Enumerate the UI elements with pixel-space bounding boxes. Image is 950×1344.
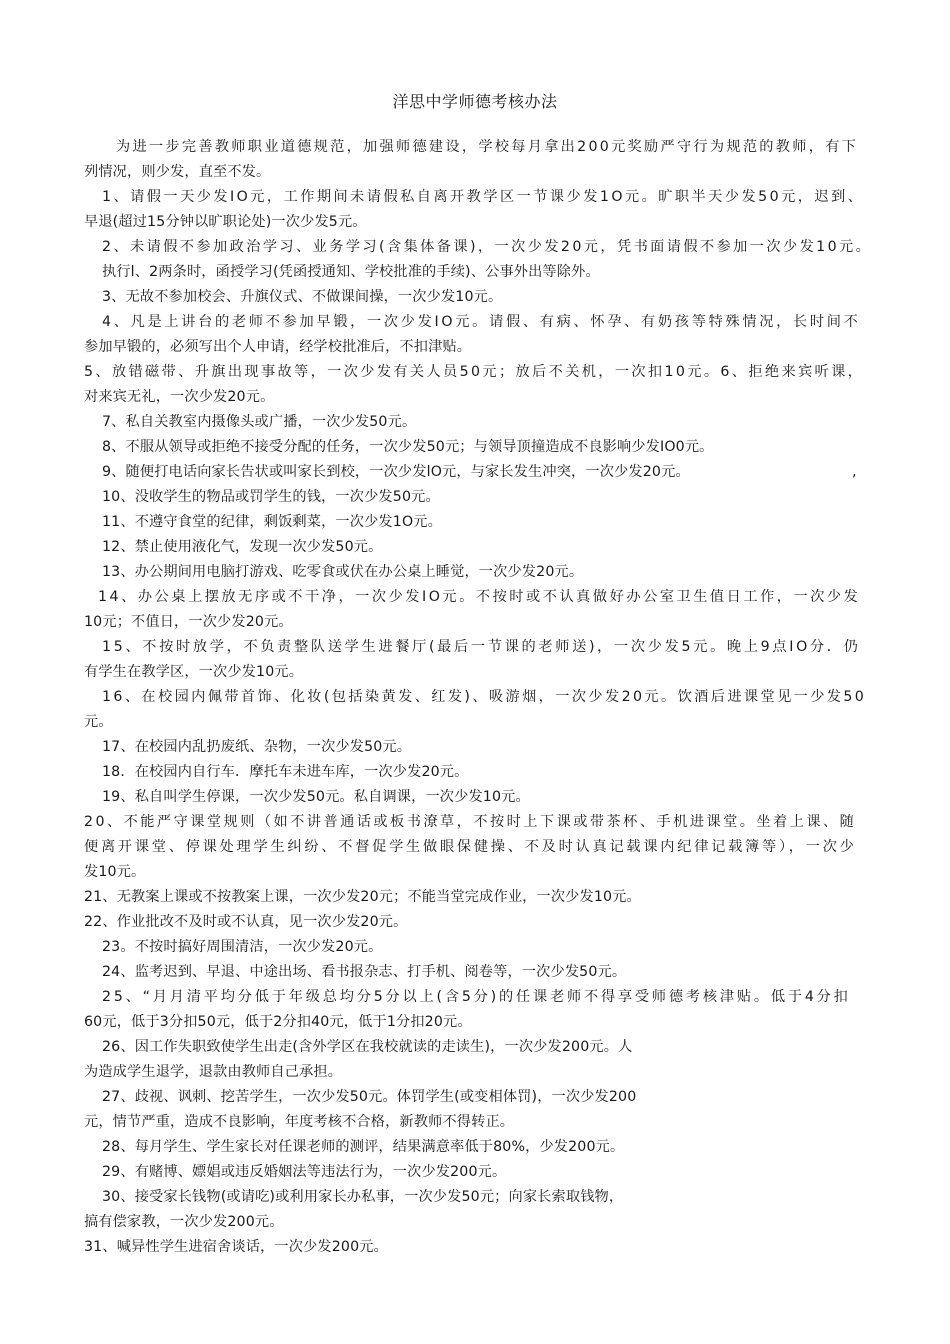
body-line: 执行l、2两条时，函授学习(凭函授通知、学校批准的手续)、公事外出等除外。 <box>102 264 600 280</box>
body-line: 列情况，则少发，直至不发。 <box>84 164 271 180</box>
body-line: 22、作业批改不及时或不认真，见一次少发20元。 <box>84 914 408 930</box>
body-line: 为造成学生退学，退款由教师自己承担。 <box>84 1064 343 1080</box>
body-line: 参加早锻的，必须写出个人申请，经学校批准后，不扣津贴。 <box>84 339 472 355</box>
body-line: 元。 <box>84 714 113 730</box>
body-line: 3、无故不参加校会、升旗仪式、不做课间操，一次少发10元。 <box>102 289 503 305</box>
body-line: 23。不按时搞好周围清洁，一次少发20元。 <box>102 939 383 955</box>
body-line: 发10元。 <box>84 864 146 880</box>
body-line: 2、未请假不参加政治学习、业务学习(含集体备课)，一次少发20元，凭书面请假不参加一次少发10元。 <box>102 239 873 255</box>
body-line: 24、监考迟到、早退、中途出场、看书报杂志、打手机、阅卷等，一次少发50元。 <box>102 964 627 980</box>
body-line: 18．在校园内自行车．摩托车未进车库，一次少发20元。 <box>102 764 469 780</box>
body-line: 16、在校园内佩带首饰、化妆(包括染黄发、红发)、吸游烟，一次少发20元。饮酒后进课堂见一少发50 <box>102 689 867 705</box>
body-line: 7、私自关教室内摄像头或广播，一次少发50元。 <box>102 414 417 430</box>
body-line: 31、喊异性学生进宿舍谈话，一次少发200元。 <box>84 1239 388 1255</box>
body-line: 15、不按时放学，不负责整队送学生进餐厅(最后一节课的老师送)，一次少发5元。晚上9点IO分．仍 <box>102 639 861 655</box>
body-line: 20、不能严守课堂规则（如不讲普通话或板书潦草，不按时上下课或带茶杯、手机进课堂。坐着上课、随 <box>84 814 857 830</box>
body-line: 对来宾无礼，一次少发20元。 <box>84 389 275 405</box>
body-line: 元，情节严重，造成不良影响，年度考核不合格，新教师不得转正。 <box>84 1114 515 1130</box>
body-line: 21、无教案上课或不按教案上课，一次少发20元；不能当堂完成作业，一次少发10元。 <box>84 889 641 905</box>
body-line: 搞有偿家教，一次少发200元。 <box>84 1214 284 1230</box>
body-line: 便离开课堂、停课处理学生纠纷、不督促学生做眼保健操、不及时认真记载课内纪律记载簿等），一次少 <box>84 839 857 855</box>
body-line: 60元，低于3分扣50元，低于2分扣40元，低于1分扣20元。 <box>84 1014 472 1030</box>
body-line: 26、因工作失职致使学生出走(含外学区在我校就读的走读生)，一次少发200元。人 <box>102 1039 633 1055</box>
body-line: 28、每月学生、学生家长对任课老师的测评，结果满意率低于80%，少发200元。 <box>102 1139 625 1155</box>
body-line: 1、请假一天少发IO元，工作期间未请假私自离开教学区一节课少发1O元。旷职半天少发50元，迟到、 <box>102 189 865 205</box>
body-line: 为进一步完善教师职业道德规范，加强师德建设，学校每月拿出200元奖励严守行为规范的教师，有下 <box>116 139 859 155</box>
body-line: 27、歧视、讽刺、挖苦学生，一次少发50元。体罚学生(或变相体罚)，一次少发200 <box>102 1089 637 1105</box>
body-line: 25、“月月清平均分低于年级总均分5分以上(含5分)的任课老师不得享受师德考核津贴。低于4分扣 <box>102 989 851 1005</box>
body-line: 10元；不值日，一次少发20元。 <box>84 614 293 630</box>
body-line: 17、在校园内乱扔废纸、杂物，一次少发50元。 <box>102 739 412 755</box>
body-line: 30、接受家长钱物(或请吃)或利用家长办私事，一次少发50元；向家长索取钱物， <box>102 1189 624 1205</box>
body-line: 12、禁止使用液化气，发现一次少发50元。 <box>102 539 383 555</box>
body-line: 11、不遵守食堂的纪律，剩饭剩菜，一次少发1O元。 <box>102 514 442 530</box>
body-line: 14、办公桌上摆放无序或不干净，一次少发IO元。不按时或不认真做好办公室卫生值日工作，一次少发 <box>98 589 861 605</box>
body-line: 8、不服从领导或拒绝不接受分配的任务，一次少发50元；与领导顶撞造成不良影响少发IO0元。 <box>102 439 714 455</box>
body-line: 早退(超过15分钟以旷职论处)一次少发5元。 <box>84 214 367 230</box>
stray-comma: , <box>852 464 857 480</box>
body-line: 有学生在教学区，一次少发10元。 <box>84 664 304 680</box>
body-line: 5、放错磁带、升旗出现事故等，一次少发有关人员50元；放后不关机，一次扣10元。6、拒绝来宾听课， <box>84 364 865 380</box>
body-line: 4、凡是上讲台的老师不参加早锻，一次少发IO元。请假、有病、怀孕、有奶孩等特殊情况，长时间不 <box>102 314 861 330</box>
body-line: 13、办公期间用电脑打游戏、吃零食或伏在办公桌上睡觉，一次少发20元。 <box>102 564 584 580</box>
body-line: 29、有赌博、嫖娼或违反婚姻法等违法行为，一次少发200元。 <box>102 1164 507 1180</box>
body-line: 10、没收学生的物品或罚学生的钱，一次少发50元。 <box>102 489 440 505</box>
body-line: 9、随便打电话向家长告状或叫家长到校，一次少发lO元，与家长发生冲突，一次少发20元。 <box>102 464 690 480</box>
body-line: 19、私自叫学生停课，一次少发50元。私自调课，一次少发10元。 <box>102 789 530 805</box>
document-title: 洋思中学师德考核办法 <box>392 92 558 111</box>
